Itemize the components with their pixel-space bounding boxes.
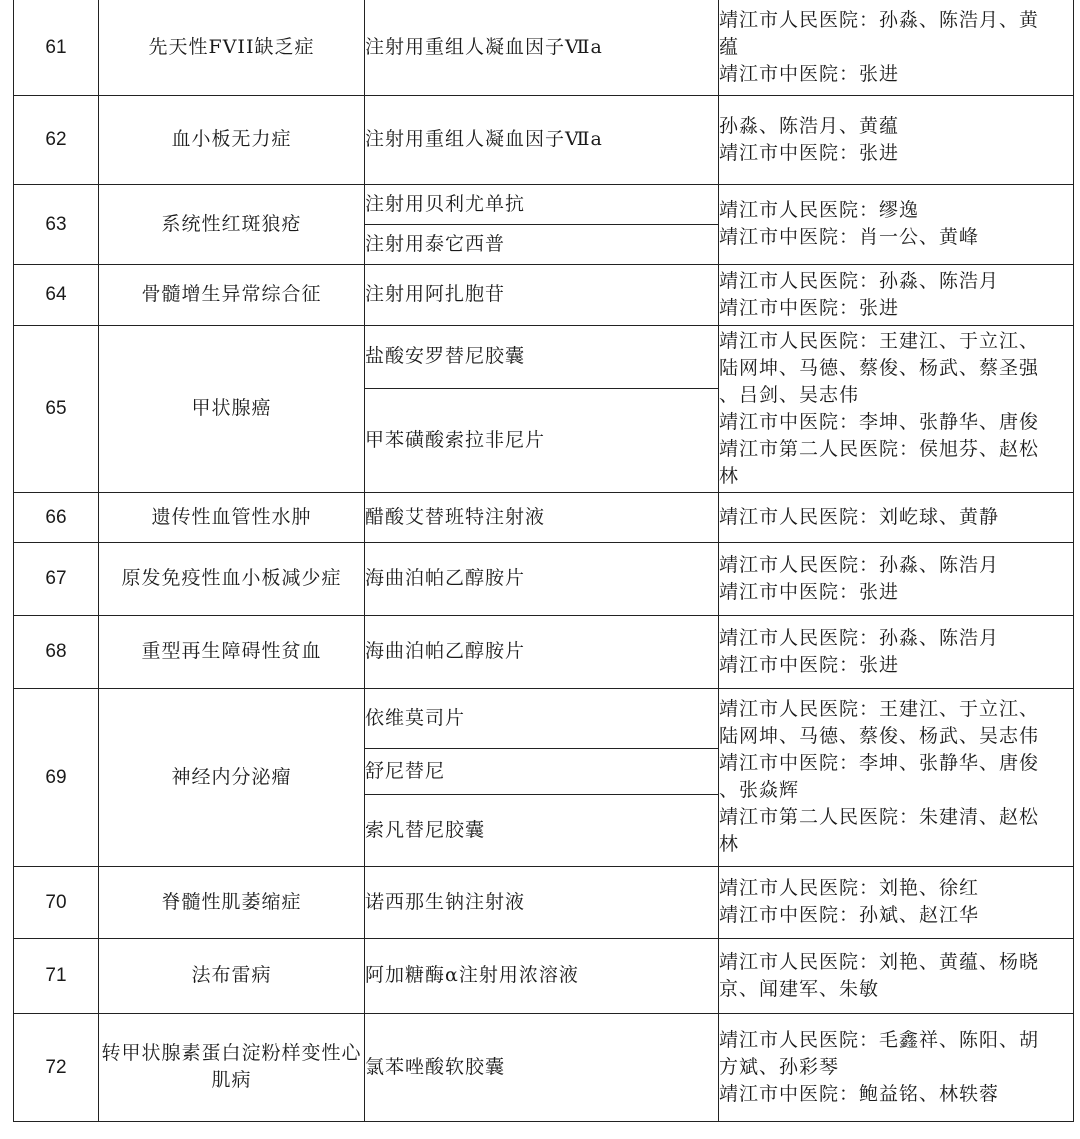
doctor-list: [719, 184, 1074, 264]
doctor-list: [719, 95, 1074, 184]
table-row: [14, 688, 1074, 748]
disease-name: 遗传性血管性水肿: [99, 492, 365, 542]
doctor-line: 靖江市人民医院：刘屹球、黄静: [719, 505, 1000, 528]
doctor-line: 陆网坤、马德、蔡俊、杨武、吴志伟: [719, 725, 1040, 747]
table-row: [14, 325, 1074, 388]
drug-name: 醋酸艾替班特注射液: [365, 492, 719, 542]
drug-name: 盐酸安罗替尼胶囊: [365, 325, 719, 388]
drug-name: 注射用泰它西普: [365, 224, 719, 264]
row-number: 67: [14, 542, 99, 615]
table-row: [14, 184, 1074, 224]
disease-name: 系统性红斑狼疮: [99, 184, 365, 264]
doctor-line: 靖江市人民医院：孙淼、陈浩月、黄: [719, 8, 1040, 31]
doctor-line: 蕴: [719, 35, 740, 58]
doctor-line: 靖江市人民医院：刘艳、黄蕴、杨晓: [719, 950, 1040, 973]
drug-name: 索凡替尼胶囊: [365, 794, 719, 866]
doctor-line: 靖江市第二人民医院：侯旭芬、赵松: [719, 437, 1040, 460]
doctor-line: 林: [719, 464, 740, 487]
doctor-list: [719, 0, 1074, 95]
doctor-list: [719, 1013, 1074, 1121]
doctor-line: 靖江市人民医院：王建江、于立江、: [719, 698, 1040, 720]
disease-name: 神经内分泌瘤: [99, 688, 365, 866]
row-number: 68: [14, 615, 99, 688]
disease-name: 先天性FVII缺乏症: [99, 0, 365, 95]
row-number: 66: [14, 492, 99, 542]
table-row: [14, 615, 1074, 688]
doctor-line: 方斌、孙彩琴: [719, 1055, 840, 1078]
disease-name: 血小板无力症: [99, 95, 365, 184]
doctor-line: 靖江市中医院：张进: [719, 653, 900, 676]
disease-name: 骨髓增生异常综合征: [99, 264, 365, 325]
doctor-line: 靖江市人民医院：孙淼、陈浩月: [719, 553, 1000, 576]
disease-name: 原发免疫性血小板减少症: [99, 542, 365, 615]
drug-name: 海曲泊帕乙醇胺片: [365, 615, 719, 688]
doctor-line: 靖江市中医院：李坤、张静华、唐俊: [719, 752, 1040, 774]
doctor-line: 林: [719, 833, 740, 855]
doctor-line: 靖江市人民医院：孙淼、陈浩月: [719, 626, 1000, 649]
drug-name: 注射用阿扎胞苷: [365, 264, 719, 325]
drug-name: 注射用重组人凝血因子Ⅶa: [365, 0, 719, 95]
disease-name: 脊髓性肌萎缩症: [99, 866, 365, 938]
table-row: [14, 95, 1074, 184]
table-row: [14, 866, 1074, 938]
row-number: 61: [14, 0, 99, 95]
doctor-line: 靖江市人民医院：缪逸: [719, 199, 920, 221]
doctor-line: 靖江市中医院：张进: [719, 296, 900, 319]
drug-name: 海曲泊帕乙醇胺片: [365, 542, 719, 615]
drug-name: 诺西那生钠注射液: [365, 866, 719, 938]
doctor-line: 靖江市中医院：张进: [719, 580, 900, 603]
drug-name: 阿加糖酶α注射用浓溶液: [365, 938, 719, 1013]
doctor-list: [719, 492, 1074, 542]
row-number: 71: [14, 938, 99, 1013]
table-row: [14, 0, 1074, 95]
row-number: 65: [14, 325, 99, 492]
doctor-line: 陆网坤、马德、蔡俊、杨武、蔡圣强: [719, 356, 1040, 379]
doctor-line: 靖江市中医院：李坤、张静华、唐俊: [719, 410, 1040, 433]
doctor-list: [719, 325, 1074, 492]
table-row: [14, 542, 1074, 615]
disease-name: 甲状腺癌: [99, 325, 365, 492]
row-number: 72: [14, 1013, 99, 1121]
row-number: 63: [14, 184, 99, 264]
doctor-list: [719, 615, 1074, 688]
row-number: 69: [14, 688, 99, 866]
doctor-line: 靖江市中医院：肖一公、黄峰: [719, 226, 980, 248]
doctor-line: 孙淼、陈浩月、黄蕴: [719, 114, 900, 137]
disease-name: 法布雷病: [99, 938, 365, 1013]
doctor-line: 靖江市第二人民医院：朱建清、赵松: [719, 806, 1040, 828]
table-row: [14, 938, 1074, 1013]
row-number: 62: [14, 95, 99, 184]
doctor-line: 靖江市中医院：鲍益铭、林轶蓉: [719, 1082, 1000, 1105]
doctor-list: [719, 938, 1074, 1013]
doctor-line: 、张焱辉: [719, 779, 800, 801]
doctor-list: [719, 688, 1074, 866]
drug-name: 甲苯磺酸索拉非尼片: [365, 388, 719, 492]
doctor-line: 靖江市中医院：孙斌、赵江华: [719, 904, 980, 926]
table-row: [14, 264, 1074, 325]
rare-disease-table: [13, 0, 1074, 1122]
row-number: 64: [14, 264, 99, 325]
doctor-line: 靖江市人民医院：刘艳、徐红: [719, 877, 980, 899]
doctor-list: [719, 866, 1074, 938]
doctor-line: 靖江市人民医院：孙淼、陈浩月: [719, 269, 1000, 292]
drug-name: 氯苯唑酸软胶囊: [365, 1013, 719, 1121]
doctor-list: [719, 542, 1074, 615]
doctor-line: 靖江市中医院：张进: [719, 62, 900, 85]
row-number: 70: [14, 866, 99, 938]
drug-name: 注射用贝利尤单抗: [365, 184, 719, 224]
doctor-line: 靖江市人民医院：毛鑫祥、陈阳、胡: [719, 1028, 1040, 1051]
disease-name: 转甲状腺素蛋白淀粉样变性心肌病: [99, 1013, 365, 1121]
drug-name: 依维莫司片: [365, 688, 719, 748]
drug-name: 舒尼替尼: [365, 748, 719, 794]
doctor-line: 京、闻建军、朱敏: [719, 977, 880, 1000]
table-row: [14, 492, 1074, 542]
doctor-line: 靖江市人民医院：王建江、于立江、: [719, 329, 1040, 352]
doctor-list: [719, 264, 1074, 325]
table-row: [14, 1013, 1074, 1121]
disease-name: 重型再生障碍性贫血: [99, 615, 365, 688]
drug-name: 注射用重组人凝血因子Ⅶa: [365, 95, 719, 184]
doctor-line: 靖江市中医院：张进: [719, 141, 900, 164]
doctor-line: 、吕剑、吴志伟: [719, 383, 860, 406]
